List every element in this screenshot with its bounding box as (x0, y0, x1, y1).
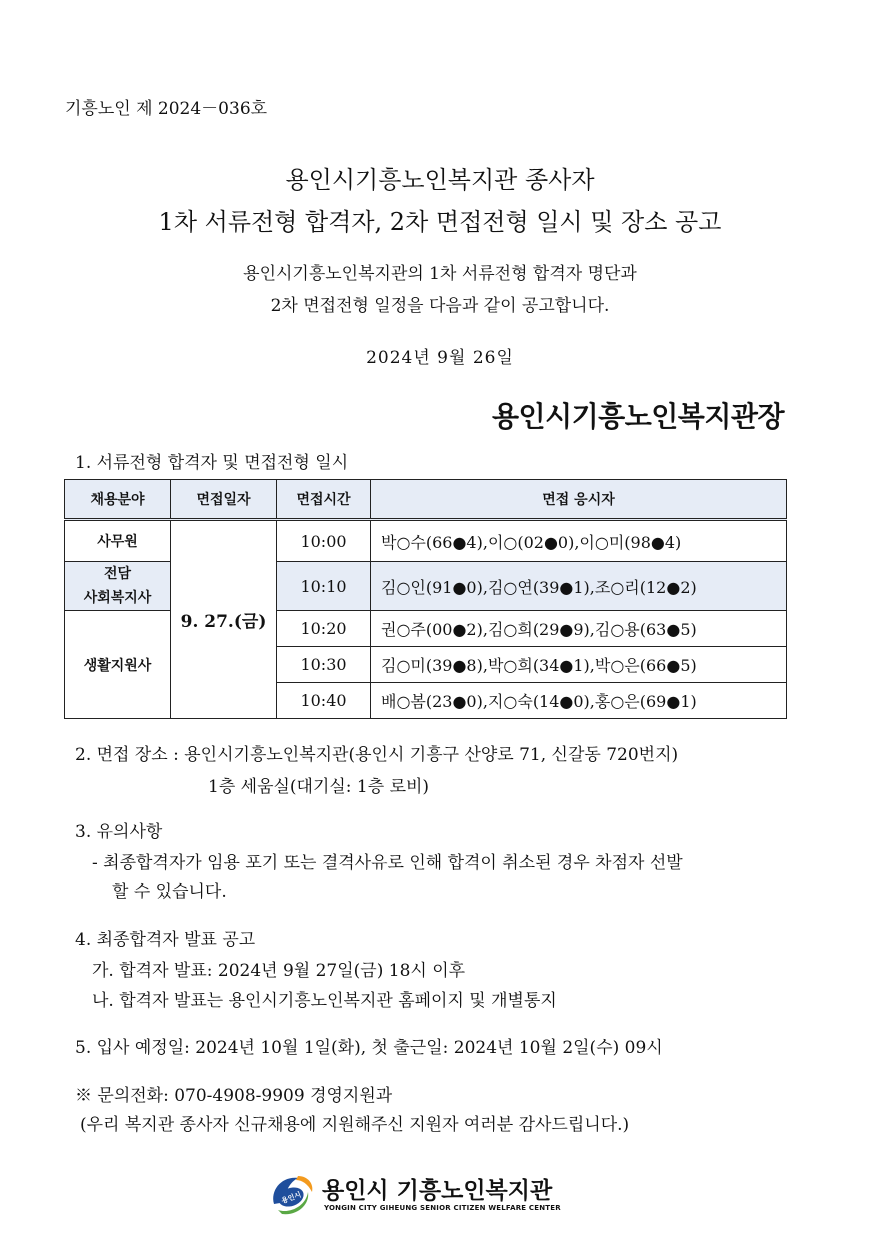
intro-line-2: 2차 면접전형 일정을 다음과 같이 공고합니다. (270, 296, 610, 316)
thanks-line: (우리 복지관 종사자 신규채용에 지원해주신 지원자 여러분 감사드립니다.) (80, 1115, 630, 1135)
applicants: 배○봄(23●0),지○숙(14●0),홍○은(69●1) (371, 683, 787, 719)
field-social-worker-line2: 사회복지사 (83, 590, 152, 606)
applicants: 박○수(66●4),이○(02●0),이○미(98●4) (371, 520, 787, 562)
section-3-line-1: - 최종합격자가 임용 포기 또는 결격사유로 인해 합격이 취소된 경우 차점자 선발 (92, 853, 683, 873)
header-applicants: 면접 응시자 (371, 480, 787, 520)
logo-english-name: YONGIN CITY GIHEUNG SENIOR CITIZEN WELFARE CENTER (324, 1204, 561, 1212)
interview-time: 10:30 (277, 647, 371, 683)
logo-name: 용인시 기흥노인복지관 (322, 1178, 553, 1204)
interview-time: 10:00 (277, 520, 371, 562)
intro-line-1: 용인시기흥노인복지관의 1차 서류전형 합격자 명단과 (243, 264, 637, 284)
interview-time: 10:40 (277, 683, 371, 719)
header-date: 면접일자 (171, 480, 277, 520)
signer: 용인시기흥노인복지관장 (491, 400, 784, 433)
section-4-item-b: 나. 합격자 발표는 용인시기흥노인복지관 홈페이지 및 개별통지 (92, 991, 557, 1011)
organization-logo (268, 1170, 568, 1220)
table-header-row (65, 480, 787, 520)
field-life-support-worker: 생활지원사 (65, 611, 171, 719)
section-2-line-2: 1층 세움실(대기실: 1층 로비) (208, 777, 430, 797)
interview-schedule-table (64, 479, 787, 719)
header-time: 면접시간 (277, 480, 371, 520)
section-4-item-a: 가. 합격자 발표: 2024년 9월 27일(금) 18시 이후 (92, 961, 466, 981)
section-2-line-1: 2. 면접 장소 : 용인시기흥노인복지관(용인시 기흥구 산양로 71, 신갈동 720번지) (75, 745, 679, 765)
document-number: 기흥노인 제 2024－036호 (65, 99, 268, 119)
logo-emblem-icon (268, 1170, 318, 1220)
section-3-title: 3. 유의사항 (75, 822, 163, 842)
interview-date: 9. 27.(금) (171, 520, 277, 719)
interview-time: 10:10 (277, 562, 371, 611)
section-1-title: 1. 서류전형 합격자 및 면접전형 일시 (75, 453, 349, 473)
field-office-worker: 사무원 (65, 520, 171, 562)
title-line-2: 1차 서류전형 합격자, 2차 면접전형 일시 및 장소 공고 (158, 208, 722, 236)
table-row (65, 520, 787, 562)
section-4-title: 4. 최종합격자 발표 공고 (75, 930, 256, 950)
applicants: 김○미(39●8),박○희(34●1),박○은(66●5) (371, 647, 787, 683)
section-5: 5. 입사 예정일: 2024년 10월 1일(화), 첫 출근일: 2024년 10월 2일(수) 09시 (75, 1038, 663, 1058)
interview-time: 10:20 (277, 611, 371, 647)
applicants: 권○주(00●2),김○희(29●9),김○용(63●5) (371, 611, 787, 647)
logo-badge-text: 용인시 (280, 1190, 303, 1206)
header-field: 채용분야 (65, 480, 171, 520)
applicants: 김○인(91●0),김○연(39●1),조○리(12●2) (371, 562, 787, 611)
notice-date: 2024년 9월 26일 (366, 348, 514, 368)
field-social-worker (65, 562, 171, 611)
contact-line: ※ 문의전화: 070-4908-9909 경영지원과 (75, 1086, 393, 1106)
field-social-worker-line1: 전담 (103, 566, 132, 582)
section-3-line-2: 할 수 있습니다. (112, 882, 227, 902)
title-line-1: 용인시기흥노인복지관 종사자 (285, 166, 595, 194)
